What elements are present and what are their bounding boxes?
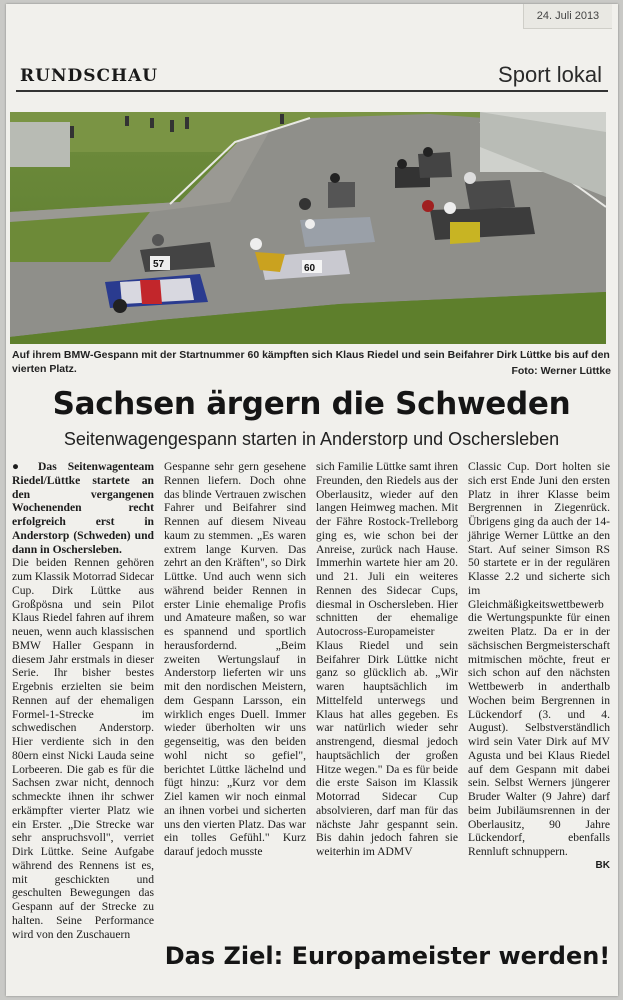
column-text: Gespanne sehr gern gesehene Rennen liefern. Doch ohne das blinde Vertrauen zwischen Fahrer und Beifahrer sind Rennen auf diesem Niveau kaum zu stemmen. „Es waren extrem lange Kurven. Das zehrt an den Kräften", so Dirk Lüttke. Und auch wenn sich während beider Rennen in erster Linie ehemalige Profis und Amateure maßen, so war es spannend und sportlich herausfordernd. „Beim zweiten Wertungslauf in Anderstorp lieferten wir uns mit den nordischen Meistern, dem Gespann Larsson, ein wirklich enges Duell. Immer wieder überholten wir uns gegenseitig, was den beiden wohl nicht so gefiel", berichtet Lüttke lächelnd und fügt hinzu: „Kurz vor dem Ziel kamen wir noch einmal an ihnen vorbei und sicherten uns den vierten Platz. Das war ein tolles Gefühl." Kurz darauf jedoch musste <box>164 460 306 858</box>
column-text: sich Familie Lüttke samt ihren Freunden, den Riedels aus der Oberlausitz, wieder auf den langen Heimweg machen. Mit der Fähre Rostock-Trelleborg ging es, wie schon bei der Anreise, zurück nach Hause. Immerhin wartete hier am 20. und 21. Juli ein weiteres Rennen des Sidecar Cups, diesmal in Oschersleben. Hier schnitten der ehemalige Autocross-Europameister Klaus Riedel und sein Beifahrer Dirk Lüttke nicht ganz so glücklich ab. „Wir waren hauptsächlich im Mittelfeld unterwegs und Klaus hat alles gegeben. Es war natürlich wieder sehr anstrengend, diesmal jedoch hauptsächlich der großen Hitze wegen." Da es für beide die erste Saison im Klassik Motorrad Sidecar Cup absolvieren, darf man für das nächste Jahr gespannt sein. Bis dahin jedoch fahren sie weiterhin im ADMV <box>316 460 458 858</box>
subheadline: Seitenwagengespann starten in Anderstorp und Oschersleben <box>63 429 560 449</box>
newspaper-name: RUNDSCHAU <box>20 66 159 86</box>
masthead <box>16 56 608 92</box>
article-column-2 <box>164 460 306 859</box>
photo-credit: Foto: Werner Lüttke <box>511 365 611 377</box>
column-text: Die beiden Rennen gehören zum Klassik Motorrad Sidecar Cup. Dirk Lüttke aus Großpösna und sein Pilot Klaus Riedel fahren auf ihrem neuen, wenn auch klassischen BMW Haller Gespann in diesem Jahr erstmals in dieser Serie. Ihr bisher bestes Ergebnis erzielten sie beim Rennen auf der ehemaligen Formel-1-Strecke im schwedischen Anderstorp. Hier verdiente sich in den 80ern einst Nicki Lauda seine Lorbeeren. Die gab es für die Sachsen zwar nicht, dennoch schmeckte ihnen ihr schwer erkämpfter vierter Platz wie ein Erster. „Die Strecke war sehr anspruchsvoll", verriet Dirk Lüttke. Seine Aufgabe während des Rennens ist es, mit geschickten und geschulten Bewegungen das Gespann auf der Strecke zu halten. Seine Performance wird von den Zuschauern <box>12 556 154 941</box>
section-title: Sport lokal <box>498 62 602 87</box>
column-text: Classic Cup. Dort holten sie sich erst Ende Juni den ersten Platz in ihrer Klasse beim Bergrennen in Ziegenrück. Übrigens ging da auch der 14-jährige Werner Lüttke an den Start. Auf seiner Simson RS 50 startete er in der regulären Klasse 2.2 und sicherte sich im Gleichmäßigkeitswettbewerb die Wertungspunkte für einen zweiten Platz. Da er in der sächsischen Bergmeisterschaft mitmischen möchte, freut er sich schon auf den nächsten Wettbewerb in anderthalb Wochen beim Bergrennen in Lückendorf (3. und 4. August). Selbstverständlich wird sein Vater Dirk auf MV Agusta und bei Klaus Riedel auf dem Gespann mit dabei sein. Selbst Werners jüngerer Bruder Walter (9 Jahre) darf beim Jubiläumsrennen in der Oberlausitz, 90 Jahre Lückendorf, ebenfalls Rennluft schnuppern. <box>468 460 610 858</box>
date-stamp: 24. Juli 2013 <box>523 4 612 29</box>
sidecar-number-57: 57 <box>153 259 165 270</box>
article-lead: ● Das Seitenwagenteam Riedel/Lüttke startete an den vergangenen Wochenenden recht erfolgreich erst in Anderstorp (Schweden) und dann in Oschersleben. <box>12 460 154 556</box>
race-photo <box>10 112 606 344</box>
bottom-headline: Das Ziel: Europameister werden! <box>164 942 611 970</box>
caption-text: Auf ihrem BMW-Gespann mit der Startnummer 60 kämpften sich Klaus Riedel und sein Beifahrer Dirk Lüttke bis auf den vierten Platz. <box>12 349 610 375</box>
article-column-1 <box>12 460 154 976</box>
article-column-3 <box>316 460 458 859</box>
headline: Sachsen ärgern die Schweden <box>52 386 571 422</box>
author-signature: BK <box>595 859 610 871</box>
article-column-4 <box>468 460 610 873</box>
photo-caption <box>12 348 611 378</box>
sidecar-number-60: 60 <box>304 263 316 274</box>
